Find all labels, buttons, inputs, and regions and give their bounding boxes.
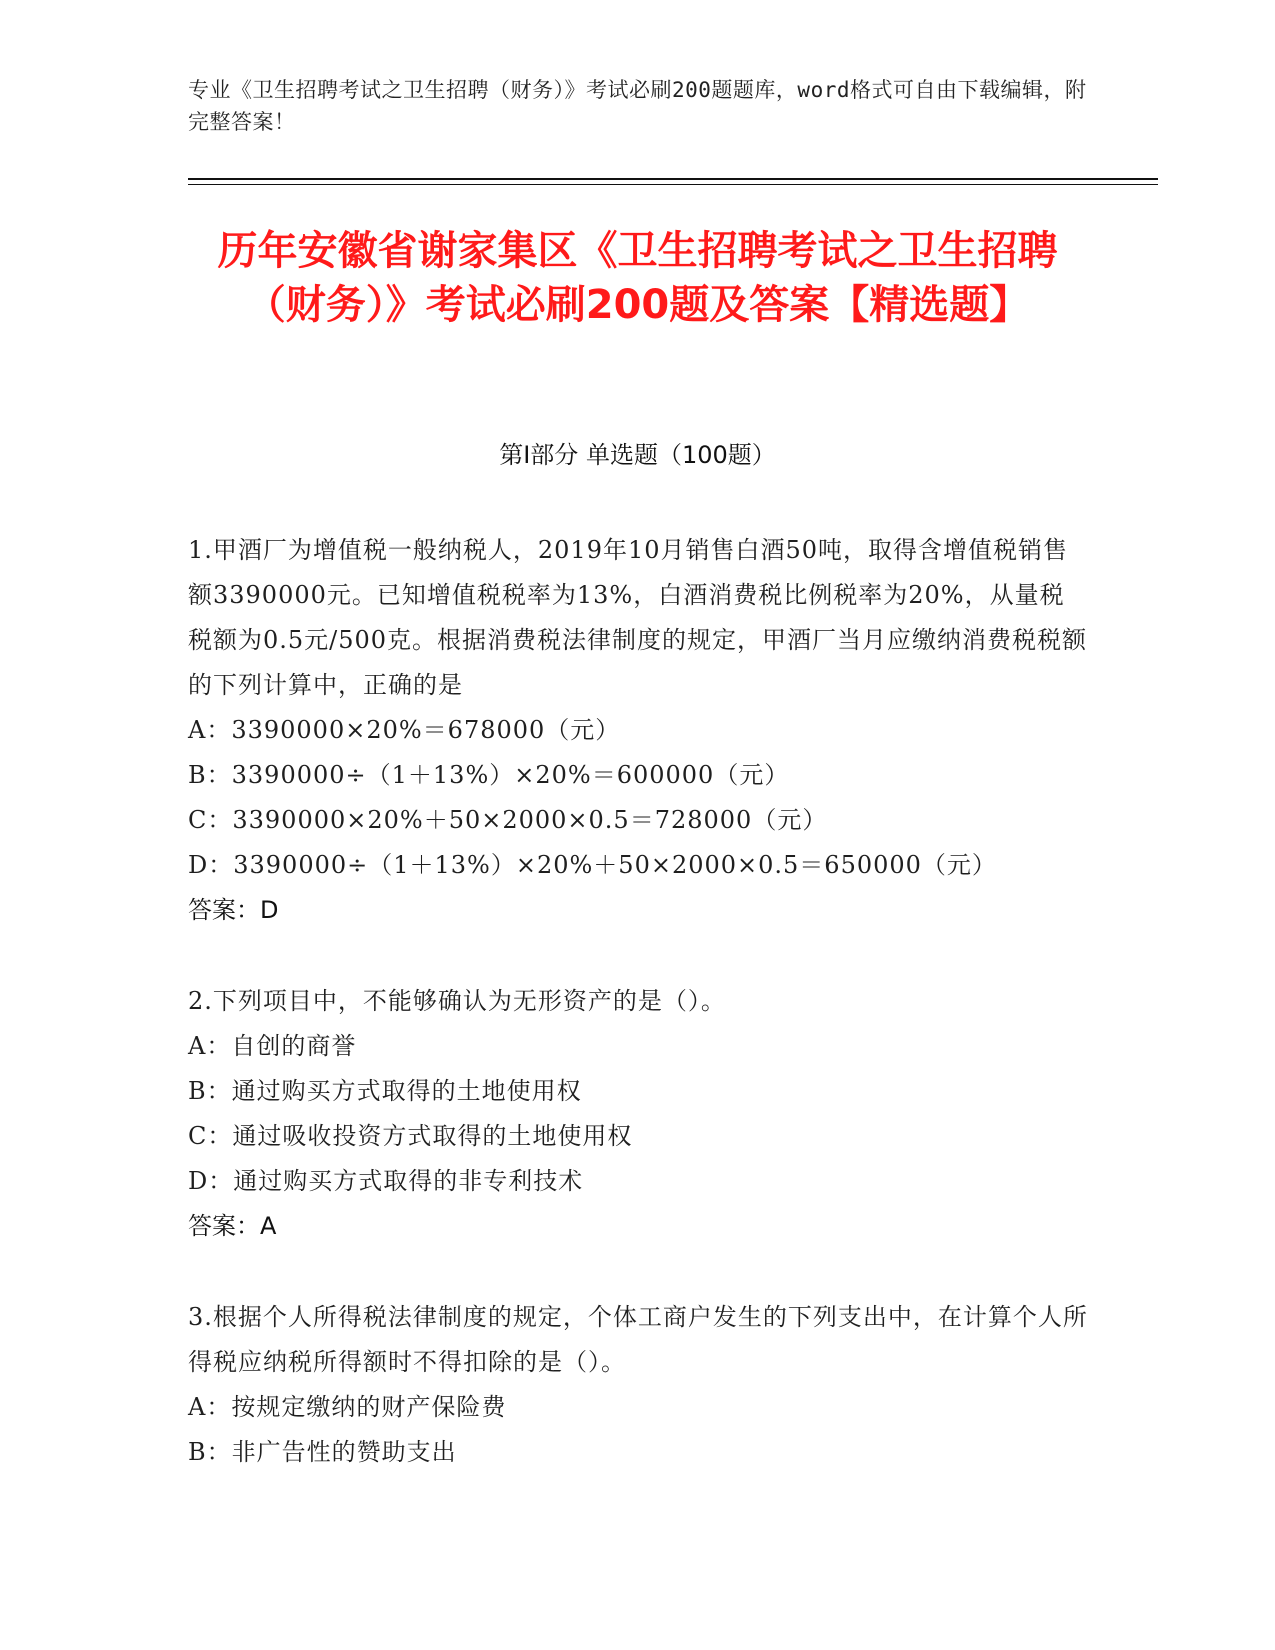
option-a: A：按规定缴纳的财产保险费 — [188, 1393, 507, 1421]
option-c: C：3390000×20%＋50×2000×0.5＝728000（元） — [188, 806, 828, 834]
question-text: 2.下列项目中，不能够确认为无形资产的是（）。 — [188, 987, 726, 1015]
question-1 — [188, 528, 1088, 933]
section-title: 第Ⅰ部分 单选题（100题） — [499, 441, 776, 469]
option-d: D：通过购买方式取得的非专利技术 — [188, 1167, 584, 1195]
header-rule-thin — [188, 184, 1158, 185]
option-d: D：3390000÷（1＋13%）×20%＋50×2000×0.5＝650000（元） — [188, 851, 997, 879]
answer: 答案：D — [188, 896, 279, 924]
option-a: A：3390000×20%＝678000（元） — [188, 716, 621, 744]
answer: 答案：A — [188, 1212, 277, 1240]
option-a: A：自创的商誉 — [188, 1032, 357, 1060]
question-text: 3.根据个人所得税法律制度的规定，个体工商户发生的下列支出中，在计算个人所得税应纳税所得额时不得扣除的是（）。 — [188, 1303, 1088, 1376]
document-title: 历年安徽省谢家集区《卫生招聘考试之卫生招聘（财务）》考试必刷200题及答案【精选题】 — [217, 228, 1058, 328]
question-text: 1.甲酒厂为增值税一般纳税人，2019年10月销售白酒50吨，取得含增值税销售额3390000元。已知增值税税率为13%，白酒消费税比例税率为20%，从量税税额为0.5元/500克。根据消费税法律制度的规定，甲酒厂当月应缴纳消费税税额的下列计算中，正确的是 — [188, 536, 1088, 699]
option-b: B：3390000÷（1＋13%）×20%＝600000（元） — [188, 761, 790, 789]
question-2 — [188, 979, 1088, 1249]
option-b: B：通过购买方式取得的土地使用权 — [188, 1077, 582, 1105]
option-c: C：通过吸收投资方式取得的土地使用权 — [188, 1122, 633, 1150]
header-note: 专业《卫生招聘考试之卫生招聘（财务）》考试必刷200题题库，word格式可自由下载编辑，附完整答案！ — [188, 78, 1087, 134]
question-list — [188, 528, 1088, 1521]
header-rule-thick — [188, 178, 1158, 180]
question-3 — [188, 1295, 1088, 1475]
option-b: B：非广告性的赞助支出 — [188, 1438, 457, 1466]
